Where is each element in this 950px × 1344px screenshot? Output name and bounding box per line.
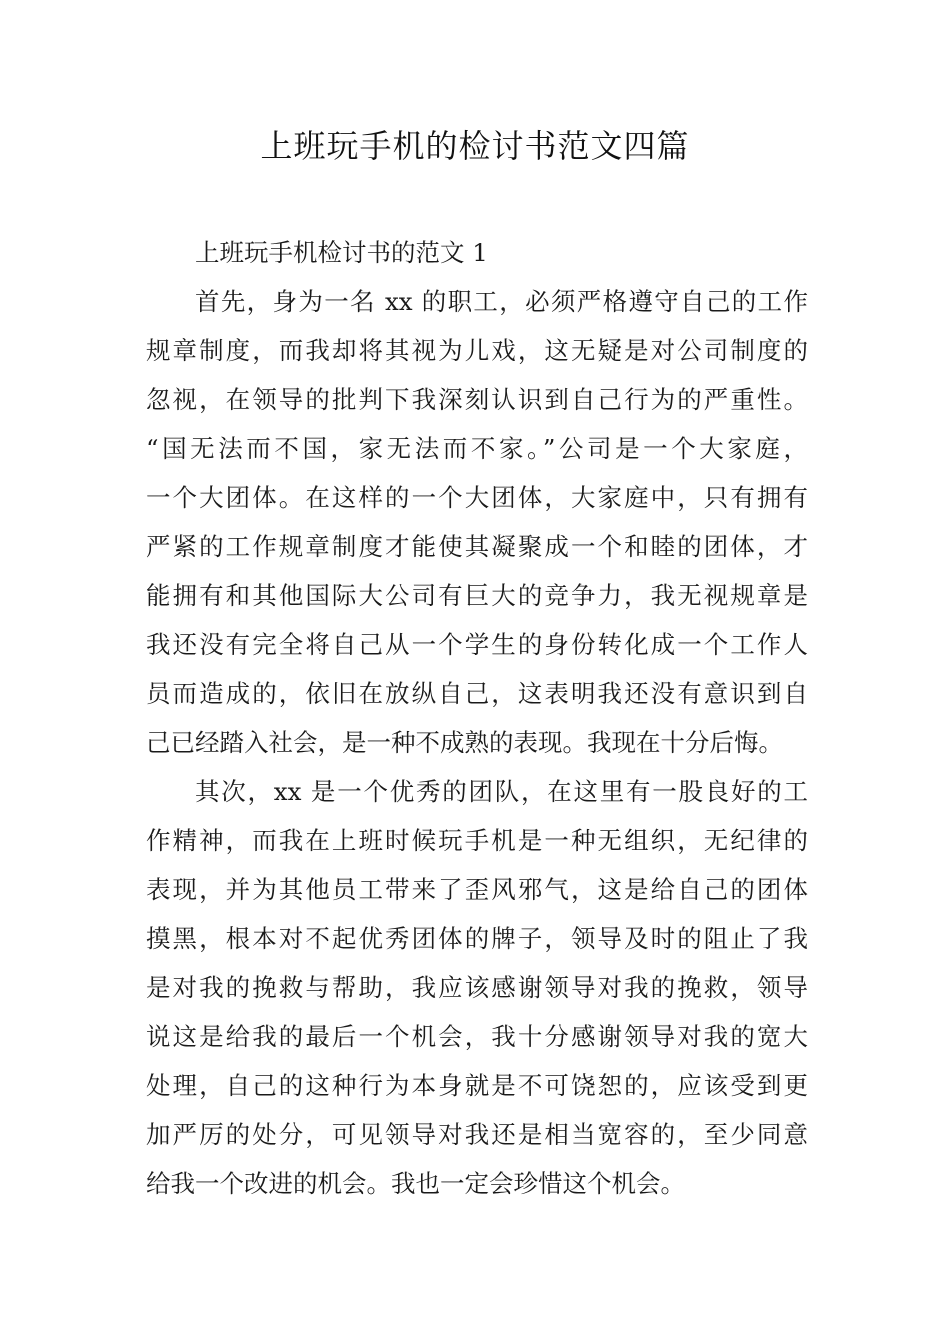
paragraph-line: 加严厉的处分，可见领导对我还是相当宽容的，至少同意 — [146, 1120, 808, 1149]
paragraph-line: 说这是给我的最后一个机会，我十分感谢领导对我的宽大 — [146, 1022, 808, 1051]
paragraph-line: 员而造成的，依旧在放纵自己，这表明我还没有意识到自 — [146, 679, 808, 708]
paragraph-line: 我还没有完全将自己从一个学生的身份转化成一个工作人 — [146, 630, 808, 659]
paragraph-2 — [146, 767, 808, 1208]
document-body — [146, 228, 808, 1208]
paragraph-line: 表现，并为其他员工带来了歪风邪气，这是给自己的团体 — [146, 875, 808, 904]
paragraph-line: 忽视，在领导的批判下我深刻认识到自己行为的严重性。 — [146, 385, 808, 414]
paragraph-line: 首先，身为一名 xx 的职工，必须严格遵守自己的工作 — [195, 287, 808, 316]
document-title: 上班玩手机的检讨书范文四篇 — [260, 127, 690, 165]
paragraph-line: 是对我的挽救与帮助，我应该感谢领导对我的挽救，领导 — [146, 973, 808, 1002]
paragraph-1 — [146, 277, 808, 767]
paragraph-line: 规章制度，而我却将其视为儿戏，这无疑是对公司制度的 — [146, 336, 808, 365]
paragraph-line: 作精神，而我在上班时候玩手机是一种无组织，无纪律的 — [146, 826, 808, 855]
section-heading: 上班玩手机检讨书的范文 1 — [195, 238, 488, 267]
paragraph-line: 给我一个改进的机会。我也一定会珍惜这个机会。 — [146, 1169, 685, 1198]
paragraph-line: “国无法而不国，家无法而不家。”公司是一个大家庭， — [146, 434, 808, 463]
paragraph-line: 一个大团体。在这样的一个大团体，大家庭中，只有拥有 — [146, 483, 808, 512]
paragraph-line: 严紧的工作规章制度才能使其凝聚成一个和睦的团体，才 — [146, 532, 808, 561]
paragraph-line: 己已经踏入社会，是一种不成熟的表现。我现在十分后悔。 — [146, 728, 783, 757]
paragraph-line: 摸黑，根本对不起优秀团体的牌子，领导及时的阻止了我 — [146, 924, 808, 953]
paragraph-line: 能拥有和其他国际大公司有巨大的竞争力，我无视规章是 — [146, 581, 808, 610]
paragraph-line: 其次，xx 是一个优秀的团队，在这里有一股良好的工 — [195, 777, 808, 806]
paragraph-line: 处理，自己的这种行为本身就是不可饶恕的，应该受到更 — [146, 1071, 808, 1100]
